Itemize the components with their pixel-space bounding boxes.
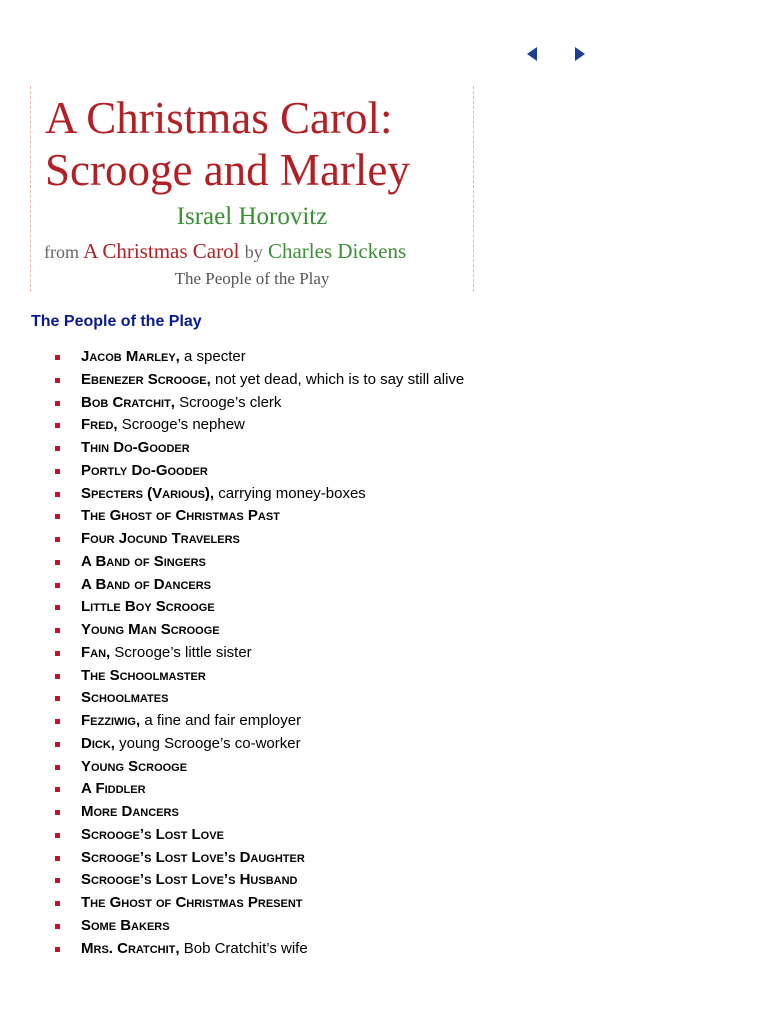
bullet-icon xyxy=(55,651,60,656)
character-name: Young Man Scrooge xyxy=(81,621,220,638)
character-name: A Band of Dancers xyxy=(81,575,211,593)
list-item xyxy=(0,460,464,483)
source-author: Charles Dickens xyxy=(267,239,407,263)
character-name: Ebenezer Scrooge, xyxy=(81,370,211,388)
list-item xyxy=(0,869,464,892)
bullet-icon xyxy=(55,401,60,406)
character-name: A Fiddler xyxy=(81,780,146,798)
banner-title-line2: Scrooge and Marley xyxy=(45,145,410,195)
list-item xyxy=(0,642,464,665)
character-name: Dick, xyxy=(81,734,115,752)
character-name: The Ghost of Christmas Present xyxy=(81,894,303,911)
source-from: from xyxy=(44,242,79,262)
character-description: a specter xyxy=(179,348,246,365)
character-name: Thin Do-Gooder xyxy=(81,439,190,456)
bullet-icon xyxy=(55,605,60,610)
character-name: Little Boy Scrooge xyxy=(81,598,215,616)
banner-source xyxy=(44,238,406,265)
previous-page-button[interactable] xyxy=(525,46,545,64)
list-item xyxy=(0,551,464,574)
bullet-icon xyxy=(55,765,60,770)
character-description: carrying money-boxes xyxy=(214,484,366,502)
bullet-icon xyxy=(55,423,60,428)
banner-author: Israel Horovitz xyxy=(176,203,328,230)
list-item xyxy=(0,892,464,915)
list-item xyxy=(0,756,464,779)
list-item xyxy=(0,778,464,801)
list-item xyxy=(0,915,464,938)
cast-list xyxy=(0,346,464,960)
list-item xyxy=(0,938,464,961)
page-title: The People of the Play xyxy=(31,313,202,330)
character-name: Fezziwig, xyxy=(81,712,141,729)
character-description: Bob Cratchit’s wife xyxy=(179,939,308,957)
list-item xyxy=(0,619,464,642)
character-name: Jacob Marley, xyxy=(81,348,180,365)
bullet-icon xyxy=(55,583,60,588)
list-item xyxy=(0,801,464,824)
bullet-icon xyxy=(55,355,60,360)
bullet-icon xyxy=(55,628,60,633)
banner-title-line1: A Christmas Carol: xyxy=(45,93,393,143)
character-name: Bob Cratchit, xyxy=(81,393,175,411)
next-page-button[interactable] xyxy=(573,46,593,64)
list-item xyxy=(0,346,464,369)
character-name: The Schoolmaster xyxy=(81,666,206,684)
bullet-icon xyxy=(55,924,60,929)
character-name: Fan, xyxy=(81,643,111,661)
list-item xyxy=(0,505,464,528)
bullet-icon xyxy=(55,878,60,883)
bullet-icon xyxy=(55,810,60,815)
character-description: a fine and fair employer xyxy=(140,712,302,729)
character-name: More Dancers xyxy=(81,803,179,820)
banner-subtitle: The People of the Play xyxy=(174,269,330,288)
bullet-icon xyxy=(55,696,60,701)
character-name: Young Scrooge xyxy=(81,757,188,775)
bullet-icon xyxy=(55,787,60,792)
triangle-left-icon xyxy=(525,46,539,62)
character-description: young Scrooge’s co-worker xyxy=(114,734,301,752)
bullet-icon xyxy=(55,856,60,861)
list-item xyxy=(0,665,464,688)
character-name: Fred, xyxy=(81,416,118,434)
character-description: Scrooge’s clerk xyxy=(174,393,282,411)
character-name: Schoolmates xyxy=(81,689,169,707)
list-item xyxy=(0,414,464,437)
character-name: Mrs. Cratchit, xyxy=(81,939,180,957)
bullet-icon xyxy=(55,514,60,519)
character-name: Scrooge’s Lost Love’s Daughter xyxy=(81,848,305,866)
list-item xyxy=(0,710,464,733)
bullet-icon xyxy=(55,833,60,838)
character-name: The Ghost of Christmas Past xyxy=(81,507,280,525)
bullet-icon xyxy=(55,901,60,906)
source-by: by xyxy=(244,242,263,262)
bullet-icon xyxy=(55,742,60,747)
bullet-icon xyxy=(55,492,60,497)
list-item xyxy=(0,847,464,870)
banner-title xyxy=(45,92,410,196)
list-item xyxy=(0,574,464,597)
bullet-icon xyxy=(55,560,60,565)
character-name: Scrooge’s Lost Love xyxy=(81,825,224,843)
list-item xyxy=(0,437,464,460)
list-item xyxy=(0,483,464,506)
list-item xyxy=(0,733,464,756)
bullet-icon xyxy=(55,446,60,451)
character-name: Some Bakers xyxy=(81,916,170,934)
source-work: A Christmas Carol xyxy=(83,239,240,263)
list-item xyxy=(0,392,464,415)
bullet-icon xyxy=(55,537,60,542)
bullet-icon xyxy=(55,674,60,679)
character-description: Scrooge’s nephew xyxy=(117,416,245,434)
character-name: Specters (Various), xyxy=(81,484,215,502)
title-banner xyxy=(30,86,474,292)
list-item xyxy=(0,824,464,847)
character-name: Scrooge’s Lost Love’s Husband xyxy=(81,871,298,889)
list-item xyxy=(0,596,464,619)
character-name: Portly Do-Gooder xyxy=(81,461,208,479)
bullet-icon xyxy=(55,469,60,474)
list-item xyxy=(0,687,464,710)
bullet-icon xyxy=(55,947,60,952)
list-item xyxy=(0,528,464,551)
bullet-icon xyxy=(55,378,60,383)
character-description: Scrooge’s little sister xyxy=(110,643,252,661)
character-name: A Band of Singers xyxy=(81,552,206,570)
character-name: Four Jocund Travelers xyxy=(81,530,240,547)
triangle-right-icon xyxy=(573,46,587,62)
bullet-icon xyxy=(55,719,60,724)
page-navigation xyxy=(525,46,595,64)
character-description: not yet dead, which is to say still alive xyxy=(210,370,465,388)
list-item xyxy=(0,369,464,392)
